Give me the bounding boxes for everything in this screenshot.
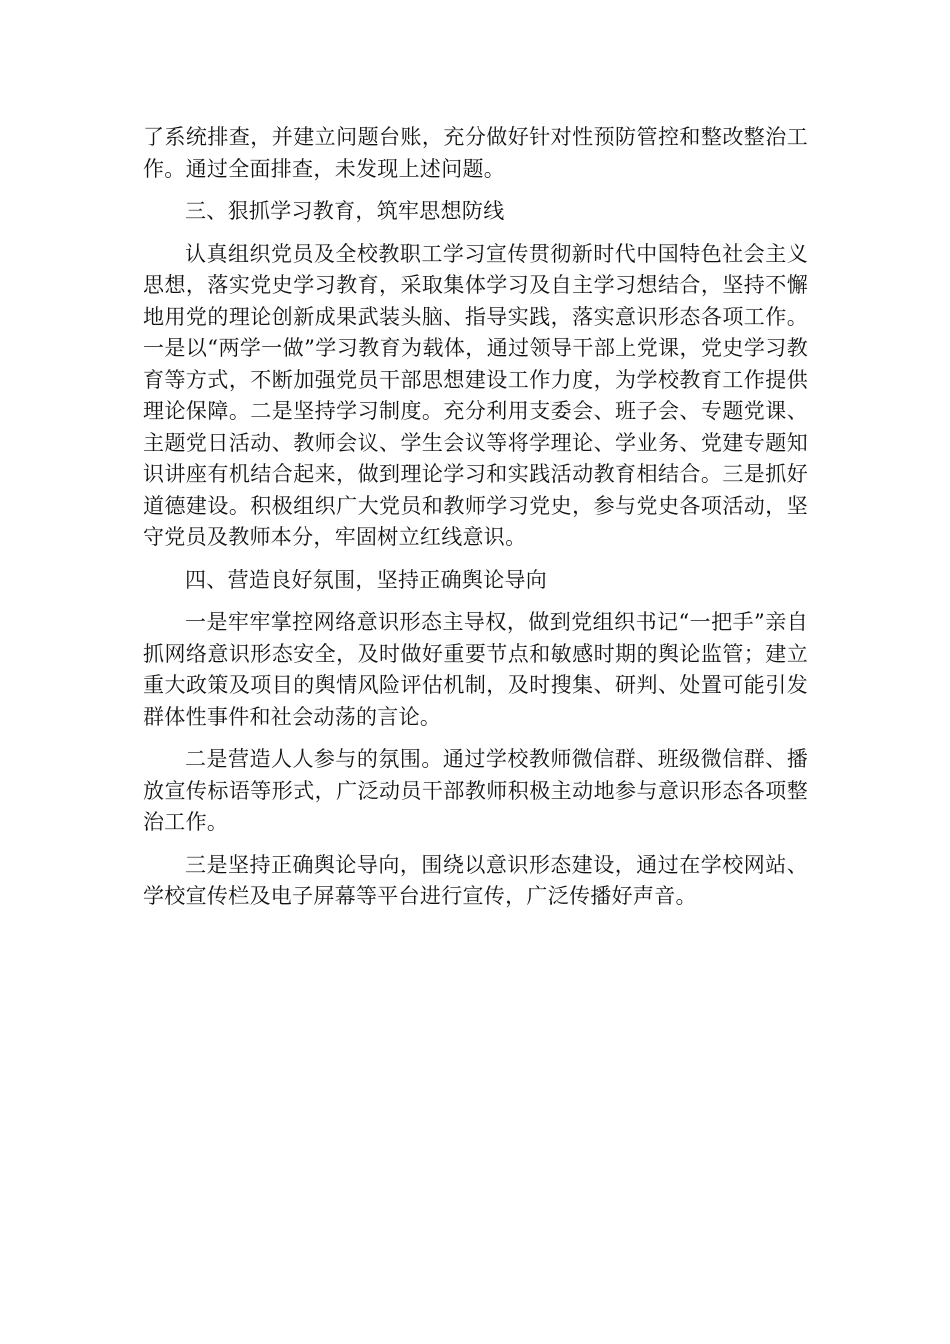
- section-heading-three: 三、狠抓学习教育，筑牢思想防线: [185, 199, 505, 223]
- paragraph-study-education: 认真组织党员及全校教职工学习宣传贯彻新时代中国特色社会主义思想，落实党史学习教育，采取集体学习及自主学习想结合，坚持不懈地用党的理论创新成果武装头脑、指导实践，落实意识形态各项工作。一是以“两学一做”学习教育为载体，通过领导干部上党课，党史学习教育等方式，不断加强党员干部思想建设工作力度，为学校教育工作提供理论保障。二是坚持学习制度。充分利用支委会、班子会、专题党课、主题党日活动、教师会议、学生会议等将学理论、学业务、党建专题知识讲座有机结合起来，做到理论学习和实践活动教育相结合。三是抓好道德建设。积极组织广大党员和教师学习党史，参与党史各项活动，坚守党员及教师本分，牢固树立红线意识。: [143, 241, 808, 549]
- paragraph-participation: 二是营造人人参与的氛围。通过学校教师微信群、班级微信群、播放宣传标语等形式，广泛动员干部教师积极主动地参与意识形态各项整治工作。: [143, 747, 808, 834]
- paragraph-network-control: 一是牢牢掌控网络意识形态主导权，做到党组织书记“一把手”亲自抓网络意识形态安全，及时做好重要节点和敏感时期的舆论监管；建立重大政策及项目的舆情风险评估机制，及时搜集、研判、处置可能引发群体性事件和社会动荡的言论。: [143, 610, 808, 729]
- paragraph-public-opinion: 三是坚持正确舆论导向，围绕以意识形态建设，通过在学校网站、学校宣传栏及电子屏幕等平台进行宣传，广泛传播好声音。: [143, 852, 808, 908]
- paragraph-continuation: 了系统排查，并建立问题台账，充分做好针对性预防管控和整改整治工作。通过全面排查，未发现上述问题。: [143, 125, 808, 181]
- section-heading-four: 四、营造良好氛围，坚持正确舆论导向: [185, 567, 548, 592]
- document-body: [143, 122, 808, 924]
